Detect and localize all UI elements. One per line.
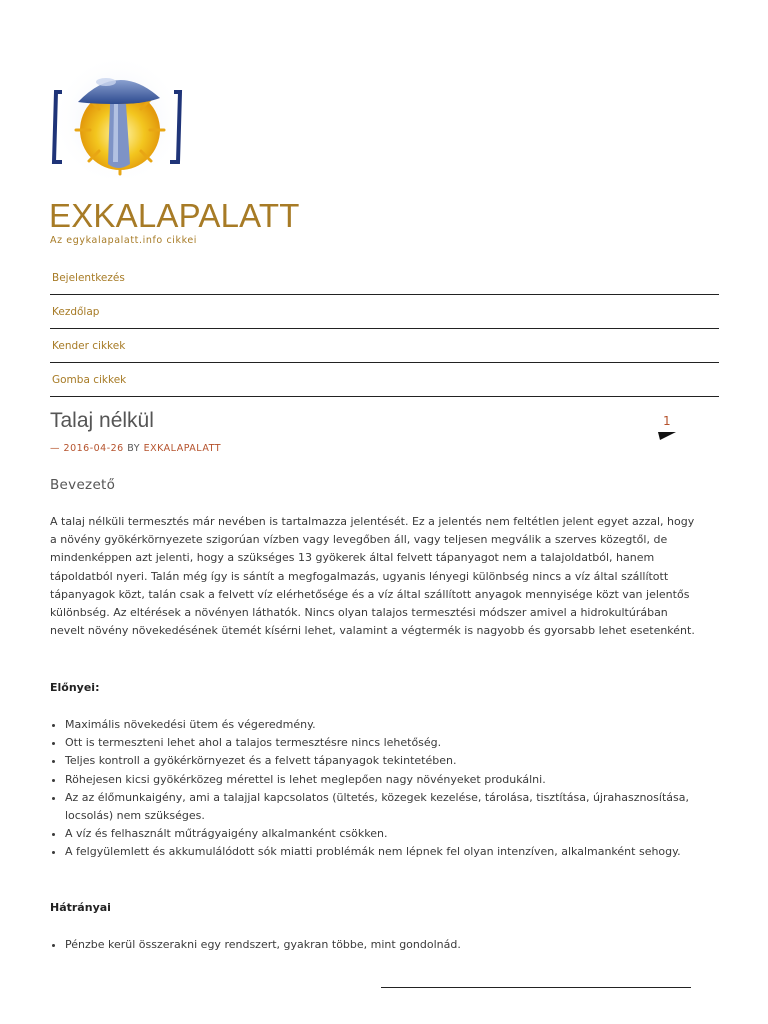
list-item: • Az az élőmunkaigény, ami a talajjal kapcsolatos (ültetés, közegek kezelése, tárolása, tisztítása, újrahasznosítása, locsolás) nem szükséges. bbox=[65, 789, 715, 825]
post-meta bbox=[50, 443, 221, 454]
comment-bubble-icon bbox=[656, 430, 678, 442]
section-heading: Bevezető bbox=[50, 477, 116, 493]
post-author[interactable]: EXKALAPALATT bbox=[143, 443, 222, 454]
nav-item-home bbox=[50, 296, 719, 329]
divider bbox=[381, 987, 691, 988]
post-by-label: BY bbox=[127, 443, 141, 454]
site-description: Az egykalapalatt.info cikkei bbox=[50, 235, 198, 246]
post-date[interactable]: — 2016-04-26 bbox=[50, 443, 124, 454]
nav-link-home[interactable]: Kezdőlap bbox=[52, 306, 100, 318]
pros-label: Előnyei: bbox=[50, 681, 100, 694]
list-item: • A felgyülemlett és akkumulálódott sók miatti problémák nem lépnek fel olyan intenzíven, alkalmanként sehogy. bbox=[65, 843, 715, 861]
nav-item-hemp bbox=[50, 330, 719, 363]
post-title[interactable]: Talaj nélkül bbox=[50, 409, 154, 432]
list-item: • Teljes kontroll a gyökérkörnyezet és a felvett tápanyagok tekintetében. bbox=[65, 752, 715, 770]
list-item: • Pénzbe kerül összerakni egy rendszert, gyakran többe, mint gondolnád. bbox=[65, 936, 715, 954]
site-title[interactable]: EXKALAPALATT bbox=[49, 197, 300, 234]
nav-link-hemp[interactable]: Kender cikkek bbox=[52, 340, 126, 352]
list-item: • Maximális növekedési ütem és végeredmény. bbox=[65, 716, 715, 734]
nav-item-mushroom bbox=[50, 364, 719, 397]
comment-count: 1 bbox=[663, 414, 671, 428]
site-logo[interactable] bbox=[48, 52, 188, 192]
cons-list bbox=[50, 936, 715, 954]
post-content bbox=[50, 513, 700, 640]
intro-paragraph: A talaj nélküli termesztés már nevében is tartalmazza jelentését. Ez a jelentés nem feltétlen jelent egyet azzal, hogy a növény gyökérkörnyezete szigorúan vízben vagy levegőben áll, vagy teljesen megválik a szerves közegtől, de mindenképpen azt jelenti, hogy a szükséges 13 gyökerek által felvett tápanyagot nem a talajoldatból, hanem tápoldatból nyeri. Talán még így is sántít a megfogalmazás, ugyanis lényegi különbség nincs a víz által szállított tápanyagok közt, talán csak a felvett víz elérhetősége és a víz által szállított anyagok mennyisége közt van jelentős különbség. Az eltérések a növényen láthatók. Nincs olyan talajos termesztési módszer amivel a hidrokultúrában nevelt növény növekedésének ütemét kísérni lehet, valamint a végtermék is nagyobb és gyorsabb lehet esetenként. bbox=[50, 515, 695, 638]
main-navigation bbox=[50, 262, 719, 398]
nav-link-mushroom[interactable]: Gomba cikkek bbox=[52, 374, 127, 386]
cons-label: Hátrányai bbox=[50, 901, 111, 914]
list-item: • Röhejesen kicsi gyökérközeg mérettel is lehet meglepően nagy növényeket produkálni. bbox=[65, 771, 715, 789]
pros-list bbox=[50, 716, 715, 862]
nav-item-login bbox=[50, 262, 719, 295]
list-item: • Ott is termeszteni lehet ahol a talajos termesztésre nincs lehetőség. bbox=[65, 734, 715, 752]
comments-link[interactable] bbox=[656, 414, 680, 444]
nav-link-login[interactable]: Bejelentkezés bbox=[52, 272, 125, 284]
list-item: • A víz és felhasznált műtrágyaigény alkalmanként csökken. bbox=[65, 825, 715, 843]
